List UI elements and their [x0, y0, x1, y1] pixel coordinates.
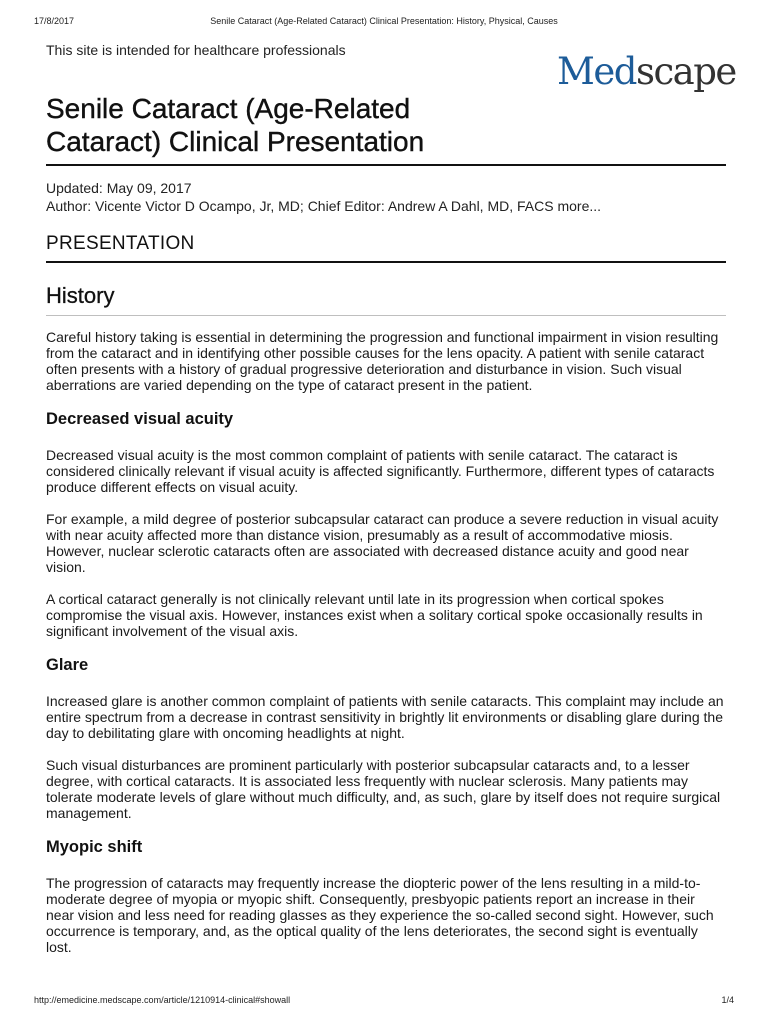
medscape-logo[interactable]: [557, 50, 736, 93]
section-label: PRESENTATION: [46, 233, 195, 254]
print-header: [34, 16, 734, 30]
visual-acuity-paragraph-3: A cortical cataract generally is not clinically relevant until late in its progression when cortical spokes compromise the visual axis. However, instances exist when a solitary cortical spoke occasionally results in significant involvement of the visual axis.: [46, 591, 703, 639]
title-divider: [46, 164, 726, 166]
myopic-shift-paragraph: The progression of cataracts may frequently increase the diopteric power of the lens resulting in a mild-to-moderate degree of myopia or myopic shift. Consequently, presbyopic patients report an increase in their near vision and less need for reading glasses as they experience the so-called second sight. However, such occurrence is temporary, and, as the optical quality of the lens deteriorates, the second sight is eventually lost.: [46, 875, 714, 955]
visual-acuity-heading: Decreased visual acuity: [46, 410, 234, 428]
page-number: 1/4: [721, 995, 734, 1005]
article-meta: [46, 179, 726, 215]
logo-med: Med: [557, 50, 636, 93]
visual-acuity-paragraph-1: Decreased visual acuity is the most common complaint of patients with senile cataract. The cataract is considered clinically relevant if visual acuity is affected significantly. Furthermore, different types of cataracts produce different effects on visual acuity.: [46, 447, 715, 495]
article-title-line1: Senile Cataract (Age-Related: [46, 93, 411, 124]
print-url: http://emedicine.medscape.com/article/1210914-clinical#showall: [34, 995, 291, 1005]
print-footer: [34, 995, 734, 1009]
history-divider: [46, 315, 726, 316]
glare-paragraph-1: Increased glare is another common complaint of patients with senile cataracts. This complaint may include an entire spectrum from a decrease in contrast sensitivity in brightly lit environments or disabling glare during the day to debilitating glare with oncoming headlights at night.: [46, 693, 724, 741]
article-title: [46, 92, 726, 158]
logo-scape: scape: [635, 50, 736, 93]
history-paragraph: Careful history taking is essential in determining the progression and functional impairment in vision resulting from the cataract and in identifying other possible causes for the lens opacity. A patient with senile cataract often presents with a history of gradual progressive deterioration and disturbance in vision. Such visual aberrations are varied depending on the type of cataract present in the patient.: [46, 329, 719, 393]
print-date: 17/8/2017: [34, 16, 75, 26]
myopic-shift-heading: Myopic shift: [46, 838, 143, 856]
author-line[interactable]: Author: Vicente Victor D Ocampo, Jr, MD; Chief Editor: Andrew A Dahl, MD, FACS more...: [46, 198, 602, 214]
history-heading: History: [46, 283, 115, 308]
glare-heading: Glare: [46, 656, 89, 674]
section-divider: [46, 261, 726, 263]
glare-paragraph-2: Such visual disturbances are prominent particularly with posterior subcapsular cataracts and, to a lesser degree, with cortical cataracts. It is associated less frequently with nuclear sclerosis. Many patients may tolerate moderate levels of glare without much difficulty, and, as such, glare by itself does not require surgical management.: [46, 757, 721, 821]
article-title-line2: Cataract) Clinical Presentation: [46, 126, 425, 157]
updated-date: Updated: May 09, 2017: [46, 180, 192, 196]
print-page-title: Senile Cataract (Age-Related Cataract) Clinical Presentation: History, Physical, Causes: [210, 16, 558, 26]
audience-notice: This site is intended for healthcare professionals: [46, 42, 346, 58]
visual-acuity-paragraph-2: For example, a mild degree of posterior subcapsular cataract can produce a severe reduction in visual acuity with near acuity affected more than distance vision, presumably as a result of accommodative miosis. However, nuclear sclerotic cataracts often are associated with decreased distance acuity and good near vision.: [46, 511, 719, 575]
article: [46, 92, 726, 955]
